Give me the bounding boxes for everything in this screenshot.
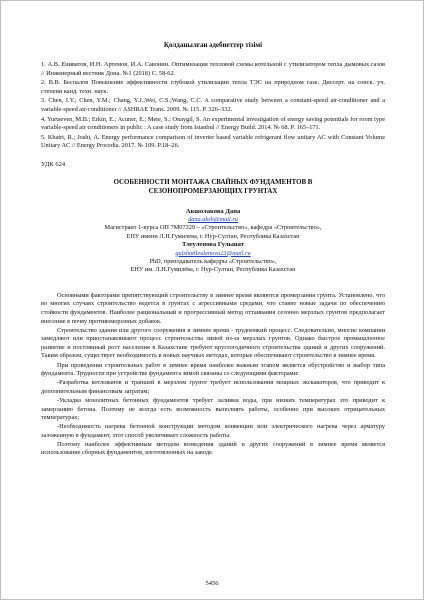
body-paragraph: -Укладка монолитных бетонных фундаментов требует заливки воды, при низких температурах это приводит к замерзанию бетона. Поэтому не всегда есть возможность выполнять работы, особенно при высоких отрицательных температурах; — [41, 396, 385, 422]
body-paragraph: Поэтому наиболее эффективным методом возведения зданий и других сооружений в зимнее время является использование сборных фундаментов, изготовленных на заводе. — [41, 440, 385, 457]
reference-item: 4. Yurtseven, M.B.; Erkin, E.; Acuner, E.; Mete, S.; Onaygil, S. An experimental investigation of energy saving potentials for room type variable-speed air conditioners in public : A case study from Istanbul // Energy Build. 2014. № 68. P. 165–171. — [41, 115, 385, 132]
author-affiliation: ЕНУ имени Л.Н.Гумилева, г. Нур-Султан, Республика Казахстан — [126, 232, 300, 240]
author-block — [41, 208, 385, 275]
author-position: PhD, преподаватель кафедры «Строительство», — [149, 257, 277, 265]
body-paragraph: -Разработка котлованов и траншей в мерзлом грунте требует использования мощных экскаваторов, что приводит к дополнительным финансовым затратам; — [41, 379, 385, 395]
reference-item: 2. В.В. Беспалов Повышение эффективности глубокой утилизации тепла ТЭС на природном газе. Диссерт. на соиск. уч. степени канд. техн. наук. — [41, 79, 385, 95]
body-paragraph: Основными факторами препятствующий строительству в зимнее время являются промерзания грунта. Установлено, что во многих случаях строительство ведется в грунтах с агрессивными средами, что ставит новые задачи по обеспечению стойкости фундаментов. Наиболее рациональный и прогрессивный метод оттаивания сезонно мерзлых грунтов предполагает внесение в почву противоморозных добавок. — [41, 291, 385, 325]
references-heading: Қолданылған әдебиеттер тізімі — [163, 41, 263, 49]
author-position: Магистрант 1-курса ОП 7М07329 – «Строительство», кафедра «Строительство», — [104, 224, 322, 232]
body-paragraph: Строительство здания или другого сооружения в зимнее время - трудоемкий процесс. Следовательно, многие компании замедляют или приостанавливают процесс строительства зимой из-за мерзлых грунтов. Однако быстрое промышленное развитие и постоянный рост населения в Казахстане требуют круглогодичного строительства зданий и других сооружений. Таким образом, существует необходимость в новых научных методах, которые обеспечивают строительство в зимнее время. — [41, 326, 385, 360]
article-title-line: ОСОБЕННОСТИ МОНТАЖА СВАЙНЫХ ФУНДАМЕНТОВ В — [113, 178, 313, 186]
article-title — [41, 178, 385, 196]
author-name: Акшолакова Дана — [185, 207, 241, 215]
reference-item: 1. А.В. Ениватов, И.Н. Артемов, И.А. Савонин. Оптимизация тепловой схемы котельной с утилизатором тепла дымовых газов // Инженерный вестник Дона. №1 (2018) С. 58-62. — [41, 61, 385, 77]
body-paragraph: -Необходимость нагрева бетонной конструкции методом конвекции или электрического нагрева через арматуру заложенную в фундамент, этот способ увеличивает сложность работы. — [41, 423, 385, 439]
reference-item: 5. Khatri, R.; Joshi, A. Energy performance comparison of inverter based variable refrigerant flow unitary AC with Constant Volume Unitary AC // Energy Procedia. 2017. № 109. P.18–26. — [41, 133, 385, 150]
reference-item: 3. Chen, I.Y.; Chen, Y.M.; Chang, Y.J.;Wei, C.S.;Wang, C.C. A comparative study between a constant-speed air-conditioner and a variable-speed air-conditioner // ASHRAE Trans. 2009. № 115. P. 326–332. — [41, 97, 385, 113]
author-email[interactable]: dana.aksh@mail.ru — [188, 215, 238, 223]
article-title-line: СЕЗОНОПРОМЕРЗАЮЩИХ ГРУНТАХ — [148, 187, 278, 195]
reference-list — [41, 61, 385, 151]
author-email[interactable]: gulshattleulenova23@mail.ru — [175, 249, 251, 257]
article-body — [41, 292, 385, 458]
author-affiliation: ЕНУ им. Л.Н.Гумилёва, г. Нур-Султан, Республика Казахстан — [130, 266, 296, 274]
body-paragraph: При проведении строительных работ в зимнее время наиболее важным этапом является обустройство и выбор типа фундамента. Трудности при устройстве фундамента зимой связаны со следующими факторами: — [41, 361, 385, 378]
page-number: 5456 — [205, 580, 219, 587]
author-name: Тлеуленова Гульшат — [182, 241, 244, 249]
udk-code: УДК 624 — [41, 160, 66, 168]
